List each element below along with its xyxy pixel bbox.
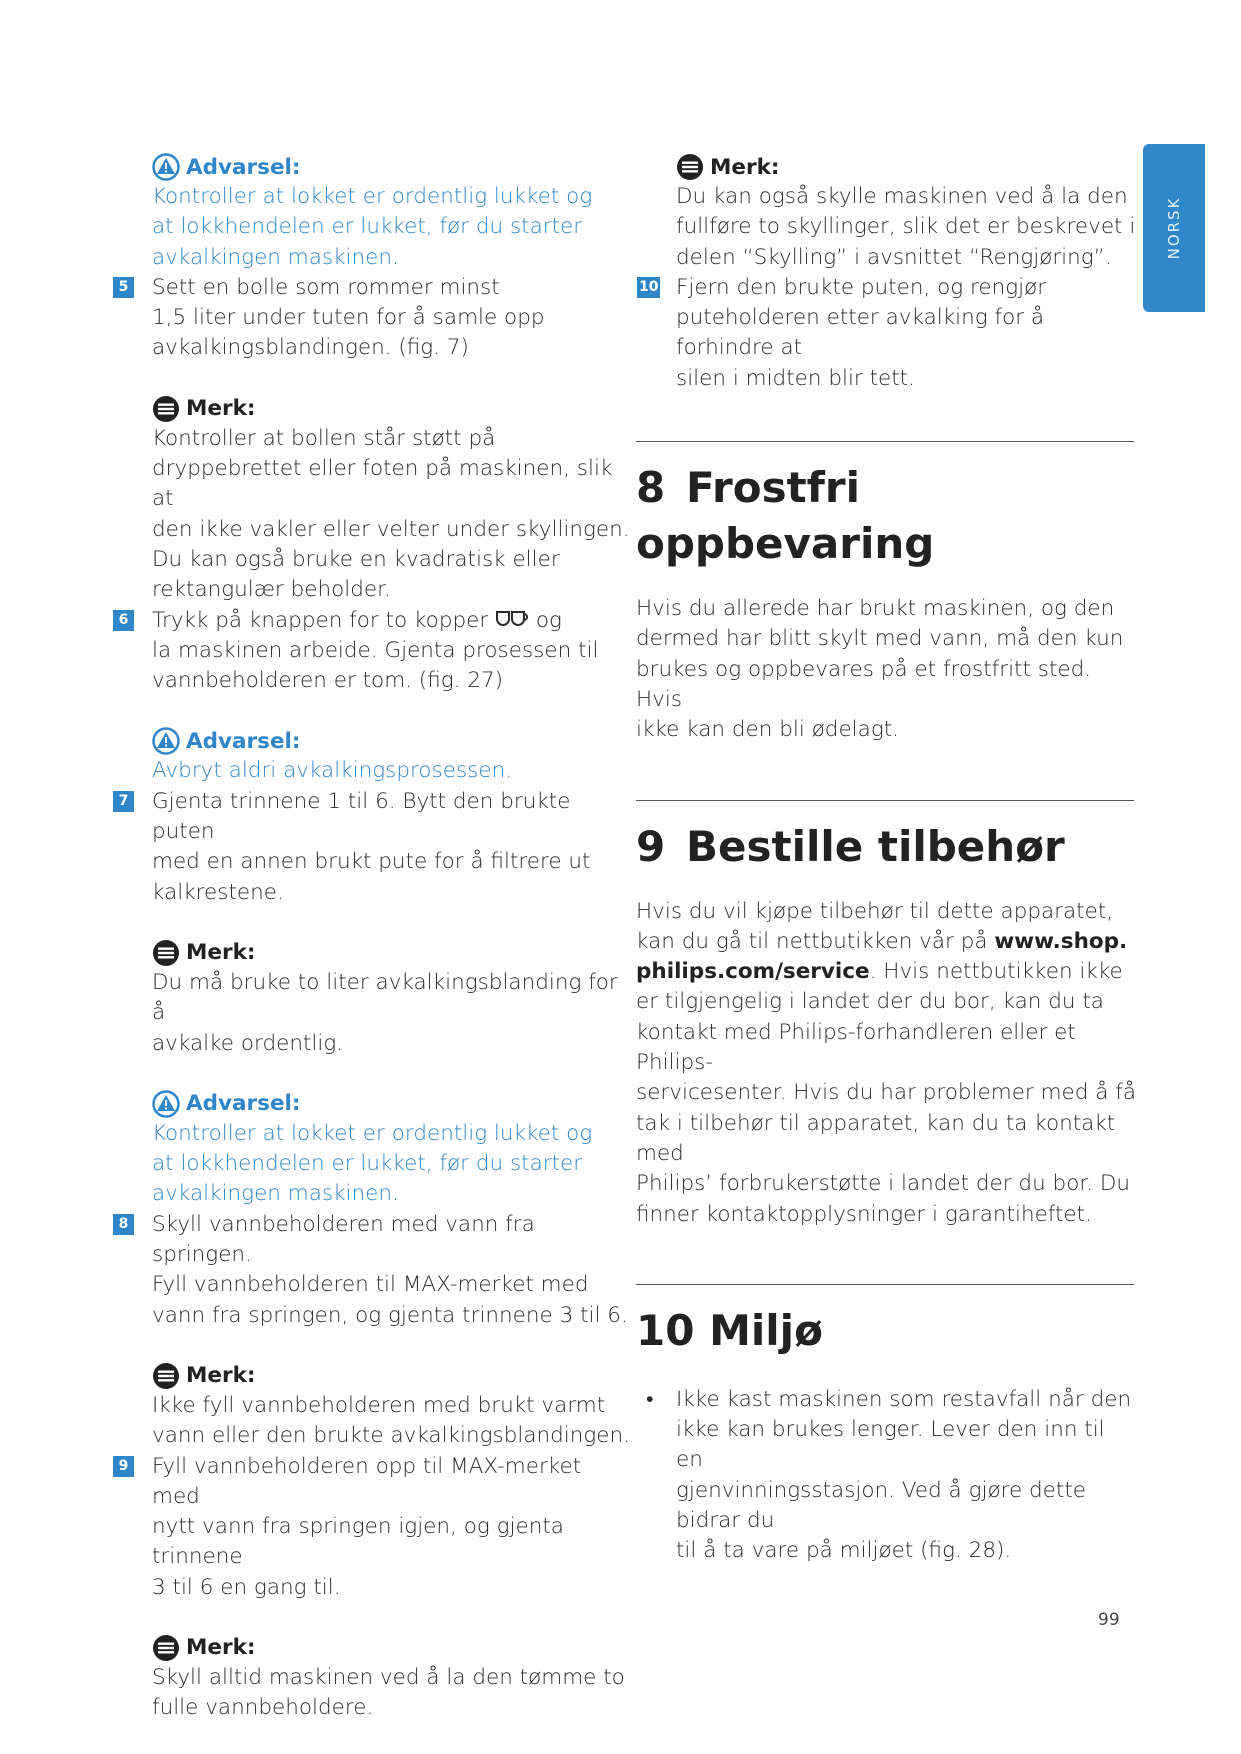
note-icon bbox=[152, 939, 180, 967]
step-number: 5 bbox=[113, 277, 134, 298]
step-8: 8 Skyll vannbeholderen med vann fra springen. Fyll vannbeholderen til MAX-merket med vann fra springen, og gjenta trinnene 3 til 6. bbox=[112, 1210, 632, 1331]
step-number: 8 bbox=[113, 1214, 134, 1235]
warning-icon bbox=[152, 727, 180, 755]
section-heading-9: 9 Bestille tilbehør bbox=[636, 821, 1065, 871]
section-heading-8: 8 Frostfri oppbevaring bbox=[636, 463, 935, 569]
warning-text: Avbryt aldri avkalkingsprosessen. bbox=[152, 758, 513, 784]
step-6: 6 Trykk på knappen for to kopper og la maskinen arbeide. Gjenta prosessen til vannbeholderen er tom. (fig. 27) bbox=[112, 606, 632, 697]
note-text: Kontroller at bollen står støtt på dryppebrettet eller foten på maskinen, slik at den ikke vakler eller velter under skyllingen. Du kan også bruke en kvadratisk eller rektangulær beholder. bbox=[152, 425, 630, 603]
note-heading bbox=[636, 152, 1136, 182]
warning-title: Advarsel: bbox=[186, 728, 301, 754]
note-title: Merk: bbox=[710, 154, 780, 180]
note-title: Merk: bbox=[186, 396, 256, 422]
two-cups-icon bbox=[495, 609, 529, 629]
section-8-text: Hvis du allerede har brukt maskinen, og den dermed har blitt skylt med vann, må den kun brukes og oppbevares på et frostfritt sted. Hvis ikke kan den bli ødelagt. bbox=[636, 596, 1124, 743]
left-column bbox=[112, 152, 632, 1724]
note-title: Merk: bbox=[186, 1363, 256, 1389]
step-7: 7 Gjenta trinnene 1 til 6. Bytt den brukte puten med en annen brukt pute for å filtrere ut kalkrestene. bbox=[112, 787, 632, 908]
note-heading bbox=[112, 1633, 632, 1663]
note-title: Merk: bbox=[186, 940, 256, 966]
note-icon bbox=[676, 153, 704, 181]
warning-heading bbox=[112, 726, 632, 756]
note-text: Du må bruke to liter avkalkingsblanding for å avkalke ordentlig. bbox=[152, 969, 618, 1056]
warning-heading bbox=[112, 1089, 632, 1119]
warning-icon bbox=[152, 153, 180, 181]
note-heading bbox=[112, 938, 632, 968]
section-9-text: Hvis du vil kjøpe tilbehør til dette apparatet, kan du gå til nettbutikken vår på www.shop. philips.com/service. Hvis nettbutikken ikke er tilgjengelig i landet der du bor, kan du ta kontakt med Philips-forhandleren eller et Philips- servicesenter. Hvis du har problemer med å få tak i tilbehør til apparatet, kan du ta kontakt med Philips’ forbrukerstøtte i landet der du bor. Du finner kontaktopplysninger i garantiheftet. bbox=[636, 898, 1137, 1227]
page-number: 99 bbox=[1098, 1610, 1120, 1630]
language-tab bbox=[1143, 144, 1205, 312]
warning-text: Kontroller at lokket er ordentlig lukket og at lokkhendelen er lukket, før du starter avkalkingen maskinen. bbox=[152, 1120, 593, 1207]
section-heading-10: 10 Miljø bbox=[636, 1305, 823, 1355]
step-9: 9 Fyll vannbeholderen opp til MAX-merket med nytt vann fra springen igjen, og gjenta trinnene 3 til 6 en gang til. bbox=[112, 1452, 632, 1603]
note-heading bbox=[112, 394, 632, 424]
note-text: Du kan også skylle maskinen ved å la den fullføre to skyllinger, slik det er beskrevet i delen “Skylling” i avsnittet “Rengjøring”. bbox=[676, 184, 1136, 270]
step-number: 10 bbox=[637, 277, 660, 298]
note-title: Merk: bbox=[186, 1635, 256, 1661]
note-icon bbox=[152, 1634, 180, 1662]
bullet-item: • Ikke kast maskinen som restavfall når den ikke kan brukes lenger. Lever den inn til en gjenvinningsstasjon. Ved å gjøre dette bidrar du til å ta vare på miljøet (fig. 28). bbox=[646, 1386, 1132, 1564]
warning-title: Advarsel: bbox=[186, 1091, 301, 1117]
warning-title: Advarsel: bbox=[186, 154, 301, 180]
note-icon bbox=[152, 1362, 180, 1390]
shop-url-part2[interactable]: philips.com/service bbox=[636, 959, 870, 985]
right-column bbox=[636, 152, 1136, 1567]
shop-url-part1[interactable]: www.shop. bbox=[994, 928, 1128, 954]
step-number: 6 bbox=[113, 610, 134, 631]
warning-icon bbox=[152, 1090, 180, 1118]
warning-text: Kontroller at lokket er ordentlig lukket og at lokkhendelen er lukket, før du starter avkalkingen maskinen. bbox=[152, 184, 593, 270]
note-text: Skyll alltid maskinen ved å la den tømme to fulle vannbeholdere. bbox=[152, 1664, 625, 1721]
language-tab-label: NORSK bbox=[1165, 196, 1183, 260]
step-number: 9 bbox=[113, 1456, 134, 1477]
note-icon bbox=[152, 395, 180, 423]
note-text: Ikke fyll vannbeholderen med brukt varmt vann eller den brukte avkalkingsblandingen. bbox=[152, 1392, 630, 1449]
step-5: 5 Sett en bolle som rommer minst 1,5 liter under tuten for å samle opp avkalkingsblandingen. (fig. 7) bbox=[112, 273, 632, 364]
note-heading bbox=[112, 1361, 632, 1391]
bullet-dot: • bbox=[646, 1386, 654, 1412]
step-10: 10 Fjern den brukte puten, og rengjør puteholderen etter avkalking for å forhindre at silen i midten blir tett. bbox=[639, 274, 1047, 391]
step-number: 7 bbox=[113, 791, 134, 812]
warning-heading bbox=[112, 152, 632, 182]
